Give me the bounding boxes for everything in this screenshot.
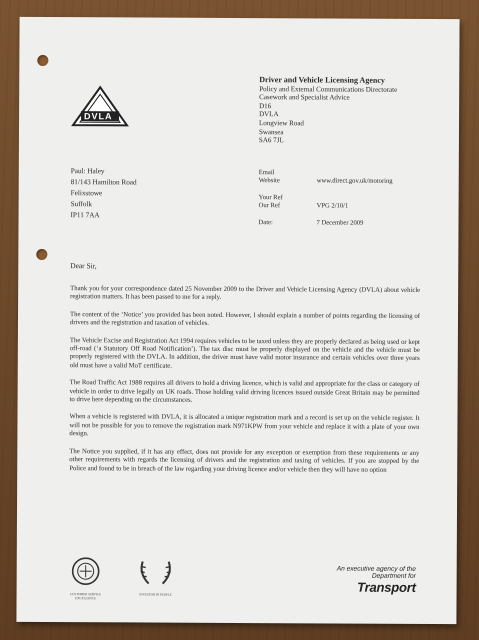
recipient-line: IP11 7AA xyxy=(70,211,100,220)
letter-meta xyxy=(258,169,392,228)
dvla-logo xyxy=(71,85,129,129)
date-label: Date: xyxy=(258,218,273,226)
agency-name: Driver and Vehicle Licensing Agency xyxy=(259,75,385,85)
paragraph: Thank you for your correspondence dated 25 November 2009 to the Driver and Vehicle Licensing Agency (DVLA) about vehicle registration matters. It has been passed to me for a reply. xyxy=(70,285,421,302)
email-label: Email xyxy=(258,169,275,177)
agency-line: Policy and External Communications Directorate xyxy=(259,84,398,94)
seal-caption: CUSTOMER SERVICE EXCELLENCE xyxy=(69,592,102,601)
recipient-line: Suffolk xyxy=(70,200,93,209)
recipient-line: 81/143 Hamilton Road xyxy=(70,178,137,187)
website-label: Website xyxy=(258,177,280,185)
date-value: 7 December 2009 xyxy=(316,219,364,227)
agency-line: DVLA xyxy=(259,110,279,119)
dft-branding xyxy=(337,566,416,595)
recipient-address xyxy=(71,166,137,221)
our-ref-value: VPG 2/10/1 xyxy=(316,202,349,210)
your-ref-label: Your Ref xyxy=(258,193,283,202)
dft-line-2: Department for xyxy=(371,572,416,580)
agency-address xyxy=(259,76,397,145)
recipient-line: Felixstowe xyxy=(70,189,103,198)
punch-hole-bottom xyxy=(36,249,47,260)
paragraph: The content of the ‘Notice’ you provided has been noted. However, I should explain a number of points regarding the licensing of drivers and the registration and taxation of vehicles. xyxy=(69,310,421,328)
website-value: www.direct.gov.uk/motoring xyxy=(316,177,393,186)
paragraph: The Road Traffic Act 1988 requires all drivers to hold a driving licence, which is valid and appropriate for the class or category of vehicle in order to drive legally on UK roads. Those holding valid driving licences issued outside Great Britain may be permitted to drive here depending on the circumstances. xyxy=(69,379,420,404)
salutation: Dear Sir, xyxy=(70,261,97,271)
investor-in-people-logo xyxy=(135,557,177,595)
agency-line: Swansea xyxy=(258,127,284,136)
ip-caption: INVESTOR IN PEOPLE xyxy=(139,592,172,597)
our-ref-label: Our Ref xyxy=(258,202,281,210)
paragraph: When a vehicle is registered with DVLA, it is allocated a unique registration mark and a record is set up on the vehicle register. It will not be possible for you to remove the registration mark N971KPW from your vehicle and replace it with a plate of your own design. xyxy=(69,413,420,438)
dft-line-3: Transport xyxy=(357,579,416,595)
paragraph: The Vehicle Excise and Registration Act 1994 requires vehicles to be taxed unless they are properly declared as being used or kept off-road (‘a Statutory Off Road Notification’). The tax disc must be properly displayed on the vehicle and the vehicle must be properly registered with the DVLA. In addition, the driver must have valid motor insurance and certain vehicles over three years old must have a valid MoT certificate. xyxy=(69,336,420,370)
agency-line: D16 xyxy=(259,101,272,110)
agency-line: SA6 7JL xyxy=(258,136,284,145)
agency-line: Casework and Specialist Advice xyxy=(259,93,350,102)
recipient-line: Paul: Haley xyxy=(70,167,105,176)
dft-line-1: An executive agency of the xyxy=(336,565,416,573)
logo-text: DVLA xyxy=(84,111,113,122)
letter-body xyxy=(69,285,420,484)
letter-page xyxy=(16,17,459,624)
customer-service-seal xyxy=(67,557,105,601)
agency-line: Longview Road xyxy=(259,119,304,128)
punch-hole-top xyxy=(37,55,48,66)
paragraph: The Notice you supplied, if it has any effect, does not provide for any exception or exemption from these requirements or any other requirements with regards the licensing of drivers and the registration and taxing of vehicles. If you are stopped by the Police and found to be in breach of the law regarding your driving licence and/or vehicle then they will have no option xyxy=(69,447,420,474)
